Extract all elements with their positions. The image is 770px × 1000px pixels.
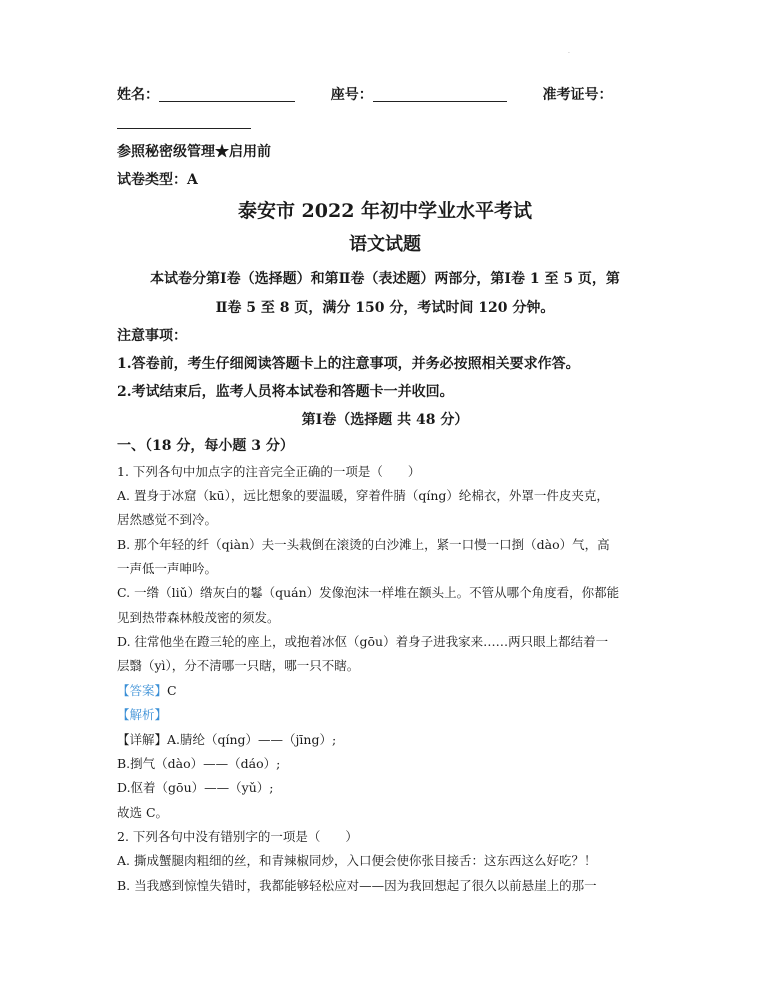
exam-no-label: 准考证号： — [542, 87, 613, 103]
intro-line-2: Ⅱ卷 5 至 8 页，满分 150 分，考试时间 120 分钟。 — [215, 300, 555, 316]
q2-option-a: A. 撕成蟹腿肉粗细的丝，和青辣椒同炒，入口便会使你张目接舌：这东西这么好吃？！ — [117, 853, 597, 868]
answer-label: 【答案】 — [117, 683, 168, 698]
q1-conclusion: 故选 C。 — [117, 805, 169, 820]
q1-option-d-line-2: 层翳（yì），分不清哪一只瞎，哪一只不瞎。 — [117, 658, 360, 673]
q1-option-d-line-1: D. 往常他坐在蹬三轮的座上，或抱着冰伛（gōu）着身子进我家来……两只眼上都结着一 — [117, 634, 609, 649]
q1-analysis-label: 【解析】 — [117, 707, 168, 722]
seat-blank[interactable] — [373, 87, 507, 102]
header-fields — [117, 86, 613, 104]
q1-stem: 1. 下列各句中加点字的注音完全正确的一项是（ ） — [117, 464, 421, 479]
q1-option-a-line-1: A. 置身于冰窟（kū），远比想象的要温暖，穿着件腈（qíng）纶棉衣，外罩一件皮夹克， — [117, 488, 609, 503]
seat-label: 座号： — [330, 87, 373, 103]
name-label: 姓名： — [117, 87, 159, 103]
secret-level: 参照秘密级管理★启用前 — [117, 144, 271, 160]
q1-option-c-line-2: 见到热带森林般茂密的须发。 — [117, 610, 280, 625]
q1-option-c-line-1: C. 一绺（liǔ）绺灰白的鬈（quán）发像泡沫一样堆在额头上。不管从哪个角度看，你都能 — [117, 585, 620, 600]
intro-line-1: 本试卷分第Ⅰ卷（选择题）和第Ⅱ卷（表述题）两部分，第Ⅰ卷 1 至 5 页，第 — [150, 271, 620, 287]
answer-value: C — [167, 683, 177, 698]
section-heading: 第Ⅰ卷（选择题 共 48 分） — [301, 412, 469, 428]
subject-title: 语文试题 — [349, 234, 421, 255]
corner-mark: . — [568, 48, 570, 55]
q1-detail-1: 【详解】A.腈纶（qíng）——（jīng）; — [117, 732, 337, 747]
exam-no-blank-row — [117, 114, 251, 132]
q2-option-b: B. 当我感到惊惶失错时，我都能够轻松应对——因为我回想起了很久以前悬崖上的那一 — [117, 878, 597, 893]
name-blank[interactable] — [159, 87, 295, 102]
part-heading: 一、（18 分，每小题 3 分） — [117, 438, 294, 454]
q1-option-a-line-2: 居然感觉不到冷。 — [117, 512, 218, 527]
q1-detail-2: B.捯气（dào）——（dáo）; — [117, 756, 281, 771]
q1-detail-3: D.伛着（gōu）——（yǔ）; — [117, 780, 274, 795]
q1-answer — [117, 682, 177, 700]
exam-no-blank[interactable] — [117, 114, 251, 129]
q2-stem: 2. 下列各句中没有错别字的一项是（ ） — [117, 829, 358, 844]
paper-type: 试卷类型：A — [117, 172, 198, 188]
q1-option-b-line-1: B. 那个年轻的纤（qiàn）夫一头栽倒在滚烫的白沙滩上，紧一口慢一口捯（dào）气，高 — [117, 537, 610, 552]
notes-item-2: 2.考试结束后，监考人员将本试卷和答题卡一并收回。 — [117, 384, 454, 400]
q1-option-b-line-2: 一声低一声呻吟。 — [117, 561, 218, 576]
notes-item-1: 1.答卷前，考生仔细阅读答题卡上的注意事项，并务必按照相关要求作答。 — [117, 356, 580, 372]
exam-title: 泰安市 2022 年初中学业水平考试 — [237, 200, 533, 222]
notes-heading: 注意事项： — [117, 328, 187, 344]
